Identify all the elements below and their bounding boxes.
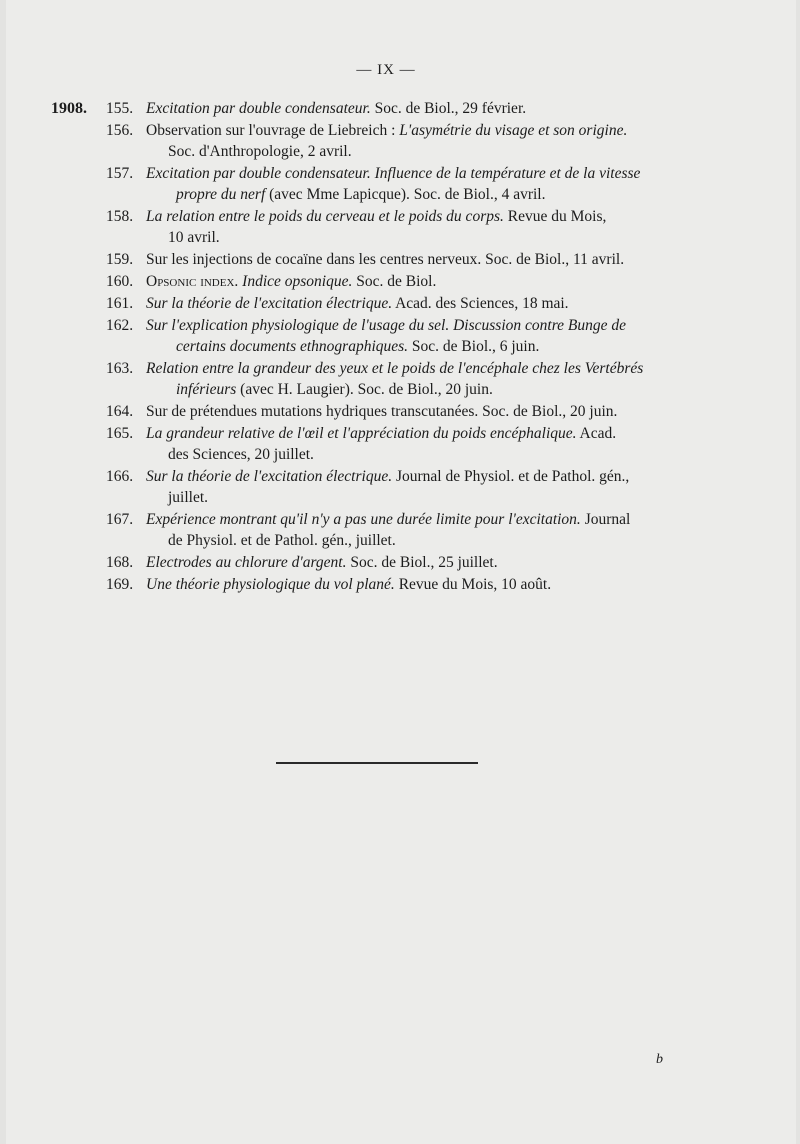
entry-line (146, 271, 726, 292)
list-item (6, 98, 726, 119)
entry-number: 156. (106, 122, 134, 139)
entry-number: 169. (106, 576, 134, 593)
list-item (6, 206, 726, 248)
entry-text: 10 avril. (168, 229, 220, 246)
entry-text: Soc. de Biol., 6 juin. (408, 338, 540, 355)
entry-year: 1908. (51, 100, 87, 117)
entry-number: 164. (106, 403, 134, 420)
entry-text: des Sciences, 20 juillet. (168, 446, 314, 463)
list-item (6, 358, 726, 400)
entry-text: juillet. (168, 489, 209, 506)
page-number: — IX — (356, 62, 416, 78)
entry-title: Indice opsonique. (238, 273, 353, 290)
entry-title: La relation entre le poids du cerveau et le poids du corps. (146, 208, 504, 225)
entry-line (146, 120, 726, 141)
entry-line (146, 141, 726, 162)
entry-text: Acad. (576, 425, 617, 442)
section-rule (276, 762, 478, 764)
entry-number: 163. (106, 360, 134, 377)
entry-line (146, 315, 726, 336)
entry-text: Acad. des Sciences, 18 mai. (392, 295, 569, 312)
entry-title: Sur la théorie de l'excitation électrique. (146, 295, 393, 312)
entry-title: Expérience montrant qu'il n'y a pas une durée limite pour l'excitation. (146, 511, 581, 528)
entry-number: 157. (106, 165, 134, 182)
entry-line (146, 487, 726, 508)
entry-title: Excitation par double condensateur. Influence de la température et de la vitesse (146, 165, 641, 182)
list-item (6, 163, 726, 205)
list-item (6, 401, 726, 422)
entry-number: 168. (106, 554, 134, 571)
entry-number: 155. (106, 100, 134, 117)
list-item (6, 120, 726, 162)
list-item (6, 466, 726, 508)
entry-title: Sur l'explication physiologique de l'usage du sel. Discussion contre Bunge de (146, 317, 627, 334)
entry-text: (avec H. Laugier). Soc. de Biol., 20 juin. (236, 381, 493, 398)
entry-number: 158. (106, 208, 134, 225)
entry-title: certains documents ethnographiques. (176, 338, 409, 355)
list-item (6, 249, 726, 270)
entry-line (146, 336, 726, 357)
entry-number: 167. (106, 511, 134, 528)
entry-smallcaps: Opsonic index. (146, 273, 239, 290)
signature-mark: b (656, 1052, 663, 1067)
list-item (6, 509, 726, 551)
entry-line (146, 206, 726, 227)
entry-title: inférieurs (176, 381, 237, 398)
entry-line (146, 552, 726, 573)
bibliography-list (6, 98, 726, 596)
entry-text: Sur les injections de cocaïne dans les centres nerveux. Soc. de Biol., 11 avril. (146, 251, 625, 268)
list-item (6, 293, 726, 314)
list-item (6, 552, 726, 573)
entry-title: L'asymétrie du visage et son origine. (399, 122, 628, 139)
entry-text: Journal de Physiol. et de Pathol. gén., (392, 468, 630, 485)
entry-line (146, 293, 726, 314)
entry-line (146, 444, 726, 465)
entry-line (146, 530, 726, 551)
entry-text: Observation sur l'ouvrage de Liebreich : (146, 122, 400, 139)
entry-number: 160. (106, 273, 134, 290)
entry-title: Sur la théorie de l'excitation électrique. (146, 468, 393, 485)
list-item (6, 423, 726, 465)
list-item (6, 271, 726, 292)
entry-text: Soc. d'Anthropologie, 2 avril. (168, 143, 352, 160)
entry-number: 162. (106, 317, 134, 334)
entry-title: La grandeur relative de l'œil et l'appréciation du poids encéphalique. (146, 425, 577, 442)
entry-text: (avec Mme Lapicque). Soc. de Biol., 4 avril. (265, 186, 546, 203)
entry-title: propre du nerf (176, 186, 266, 203)
entry-text: Soc. de Biol. (352, 273, 437, 290)
entry-text: Sur de prétendues mutations hydriques transcutanées. Soc. de Biol., 20 juin. (146, 403, 618, 420)
entry-title: Excitation par double condensateur. (146, 100, 371, 117)
entry-number: 166. (106, 468, 134, 485)
entry-line (146, 184, 726, 205)
entry-number: 165. (106, 425, 134, 442)
entry-text: Soc. de Biol., 29 février. (370, 100, 527, 117)
entry-line (146, 249, 726, 270)
entry-text: Soc. de Biol., 25 juillet. (346, 554, 498, 571)
entry-line (146, 379, 726, 400)
entry-line (146, 574, 726, 595)
entry-line (146, 509, 726, 530)
list-item (6, 315, 726, 357)
entry-number: 159. (106, 251, 134, 268)
entry-line (146, 227, 726, 248)
entry-title: Une théorie physiologique du vol plané. (146, 576, 395, 593)
entry-title: Electrodes au chlorure d'argent. (146, 554, 347, 571)
entry-text: Journal (580, 511, 631, 528)
entry-line (146, 163, 726, 184)
entry-line (146, 401, 726, 422)
entry-text: Revue du Mois, (503, 208, 607, 225)
entry-line (146, 423, 726, 444)
entry-text: de Physiol. et de Pathol. gén., juillet. (168, 532, 396, 549)
page (6, 0, 796, 1144)
entry-text: Revue du Mois, 10 août. (394, 576, 552, 593)
entry-number: 161. (106, 295, 134, 312)
entry-line (146, 98, 726, 119)
list-item (6, 574, 726, 595)
entry-line (146, 466, 726, 487)
entry-title: Relation entre la grandeur des yeux et le poids de l'encéphale chez les Vertébrés (146, 360, 644, 377)
entry-line (146, 358, 726, 379)
